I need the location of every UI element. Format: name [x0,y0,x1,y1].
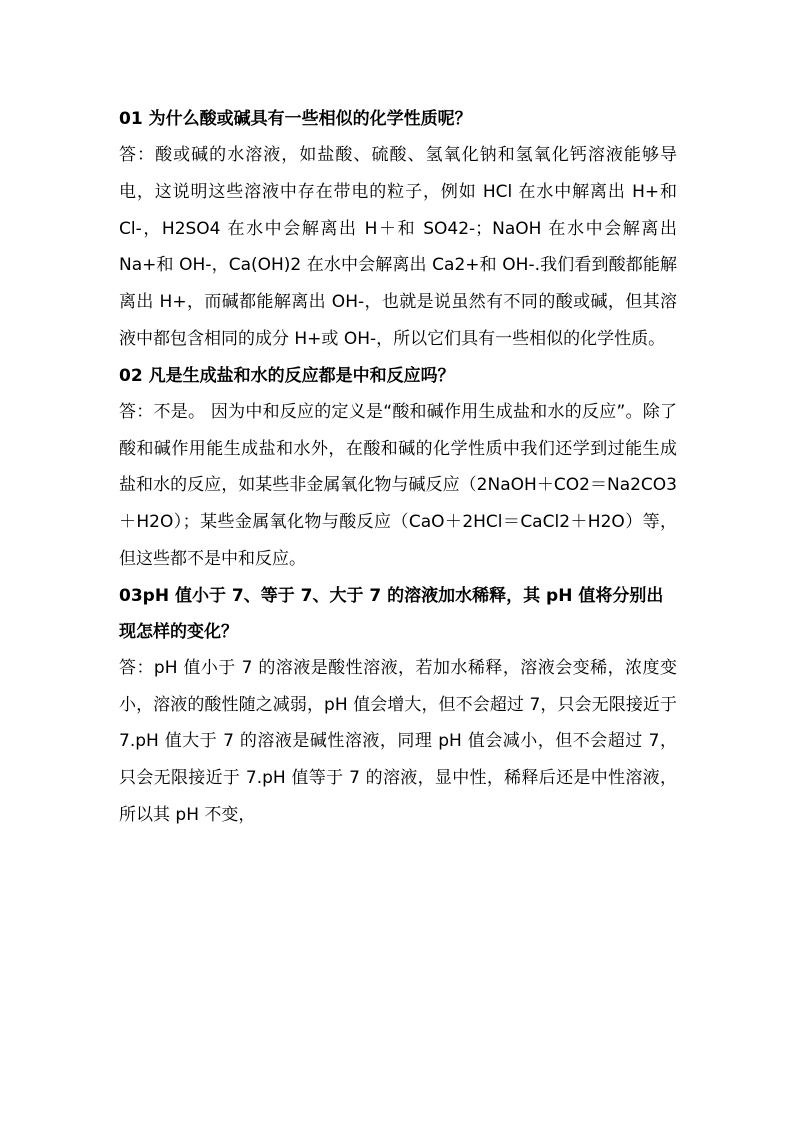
question-02: 02 凡是生成盐和水的反应都是中和反应吗？ [119,365,455,386]
question-01: 01 为什么酸或碱具有一些相似的化学性质呢？ [119,109,472,129]
answer-03: 答：pH 值小于 7 的溶液是酸性溶液，若加水稀释，溶液会变稀，浓度变小，溶液的酸性随之减弱，pH 值会增大，但不会超过 7，只会无限接近于 7.pH 值大于 7 的溶液是碱性溶液，同理 pH 值会减小，但不会超过 7，只会无限接近于 7.pH 值等于 7 的溶液，显中性，稀释后还是中性溶液，所以其 pH 不变， [119,657,677,825]
document-body [119,101,677,834]
question-03: 03pH 值小于 7、等于 7、大于 7 的溶液加水稀释，其 pH 值将分别出现怎样的变化？ [119,585,664,642]
answer-02: 答：不是。 因为中和反应的定义是“酸和碱作用生成盐和水的反应”。除了酸和碱作用能生成盐和水外，在酸和碱的化学性质中我们还学到过能生成盐和水的反应，如某些非金属氧化物与碱反应（2NaOH＋CO2＝Na2CO3＋H2O）；某些金属氧化物与酸反应（CaO＋2HCl＝CaCl2＋H2O）等，但这些都不是中和反应。 [119,401,677,569]
answer-01: 答：酸或碱的水溶液，如盐酸、硫酸、氢氧化钠和氢氧化钙溶液能够导电，这说明这些溶液中存在带电的粒子，例如 HCl 在水中解离出 H+和 Cl-，H2SO4 在水中会解离出 H＋和 SO42-；NaOH 在水中会解离出 Na+和 OH-，Ca(OH)2 在水中会解离出 Ca2+和 OH-.我们看到酸都能解离出 H+，而碱都能解离出 OH-，也就是说虽然有不同的酸或碱，但其溶液中都包含相同的成分 H+或 OH-，所以它们具有一些相似的化学性质。 [119,145,677,349]
